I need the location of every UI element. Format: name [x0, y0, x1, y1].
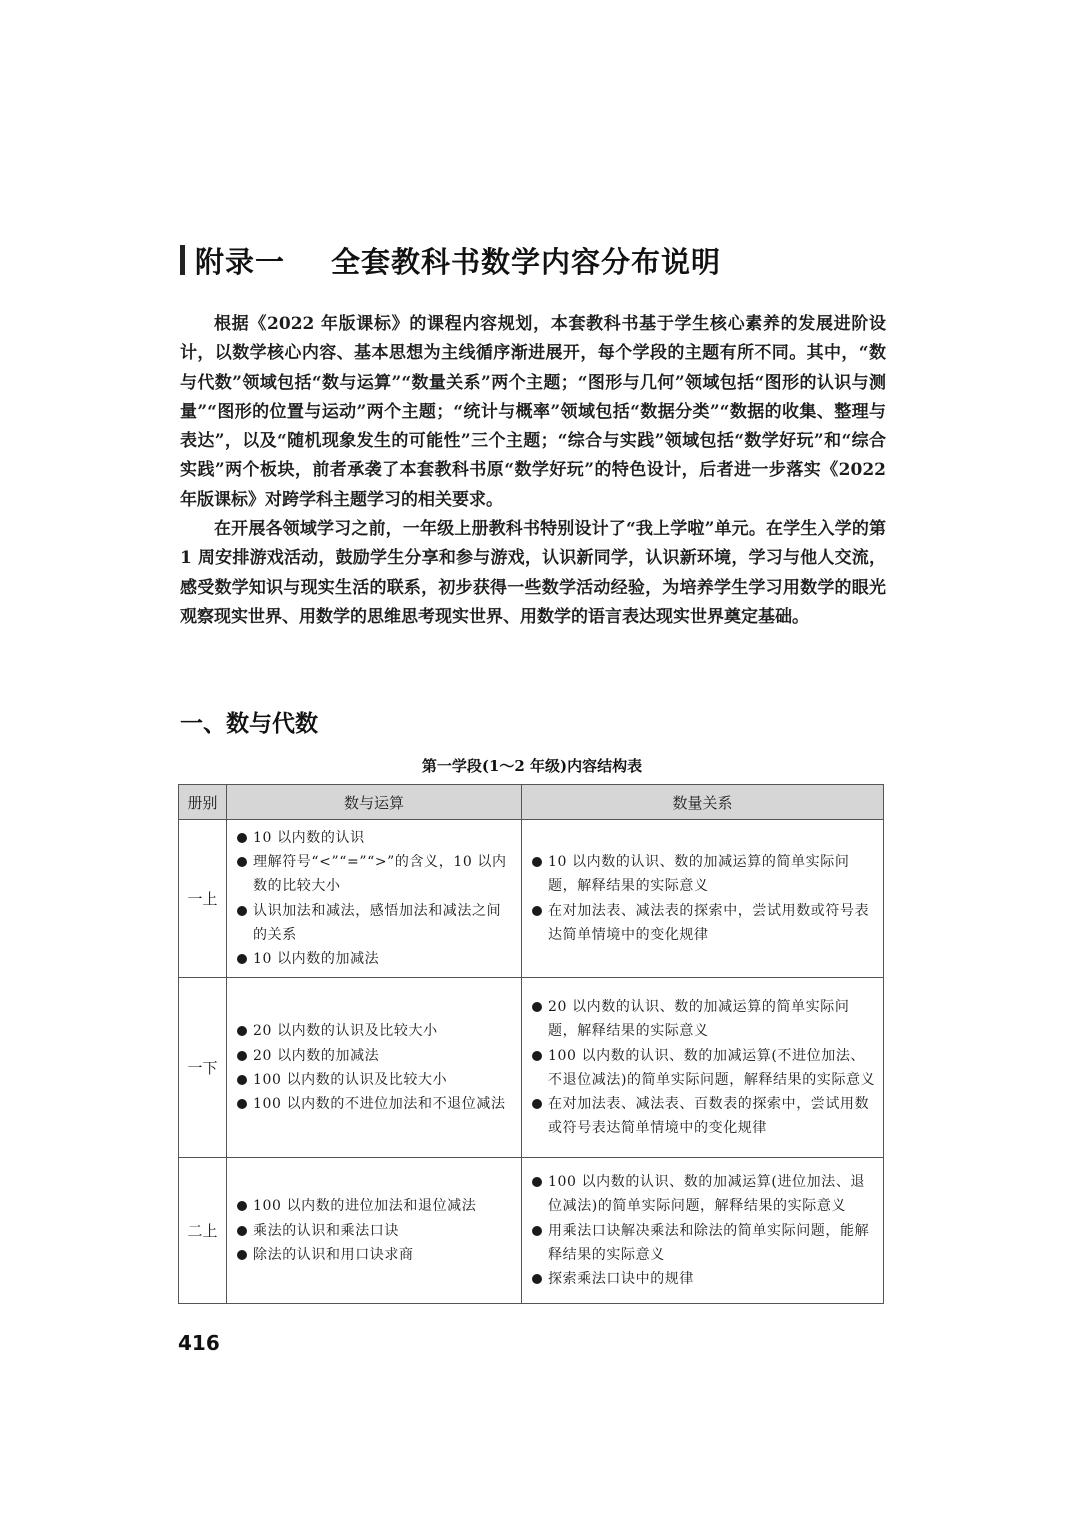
list-item: 在对加法表、减法表、百数表的探索中，尝试用数或符号表达简单情境中的变化规律: [530, 1092, 877, 1140]
header-relations: 数量关系: [522, 785, 884, 820]
list-item: 用乘法口诀解决乘法和除法的简单实际问题，能解释结果的实际意义: [530, 1219, 877, 1267]
title-accent-bar: [180, 245, 185, 275]
list-item: 20 以内数的认识、数的加减运算的简单实际问题，解释结果的实际意义: [530, 995, 877, 1043]
grade-cell: 一下: [179, 978, 227, 1158]
list-item: 100 以内数的认识、数的加减运算(不进位加法、不退位减法)的简单实际问题，解释结果的实际意义: [530, 1044, 877, 1092]
intro-paragraph-1: 根据《2022 年版课标》的课程内容规划，本套教科书基于学生核心素养的发展进阶设计，以数学核心内容、基本思想为主线循序渐进展开，每个学段的主题有所不同。其中，“数与代数”领域包括“数与运算”“数量关系”两个主题；“图形与几何”领域包括“图形的认识与测量”“图形的位置与运动”两个主题；“统计与概率”领域包括“数据分类”“数据的收集、整理与表达”，以及“随机现象发生的可能性”三个主题；“综合与实践”领域包括“数学好玩”和“综合实践”两个板块，前者承袭了本套教科书原“数学好玩”的特色设计，后者进一步落实《2022 年版课标》对跨学科主题学习的相关要求。: [180, 314, 886, 510]
list-item: 认识加法和减法，感悟加法和减法之间的关系: [235, 899, 515, 947]
intro-text: [180, 310, 886, 632]
grade-cell: 一上: [179, 820, 227, 978]
table-row: [179, 820, 884, 978]
list-item: 10 以内数的加减法: [235, 947, 515, 971]
appendix-title: 全套教科书数学内容分布说明: [331, 244, 722, 279]
appendix-label: 附录一: [195, 244, 286, 279]
table-header-row: [179, 785, 884, 820]
table-caption: 第一学段(1～2 年级)内容结构表: [421, 757, 643, 775]
operations-cell: [227, 978, 522, 1158]
list-item: 理解符号“<”“=”“>”的含义，10 以内数的比较大小: [235, 850, 515, 898]
intro-paragraph-2: 在开展各领域学习之前，一年级上册教科书特别设计了“我上学啦”单元。在学生入学的第 1 周安排游戏活动，鼓励学生分享和参与游戏，认识新同学，认识新环境，学习与他人交流，感受数学知识与现实生活的联系，初步获得一些数学活动经验，为培养学生学习用数学的眼光观察现实世界、用数学的思维思考现实世界、用数学的语言表达现实世界奠定基础。: [180, 519, 886, 627]
list-item: 100 以内数的认识、数的加减运算(进位加法、退位减法)的简单实际问题，解释结果的实际意义: [530, 1170, 877, 1218]
list-item: 探索乘法口诀中的规律: [530, 1267, 877, 1291]
list-item: 乘法的认识和乘法口诀: [235, 1219, 515, 1243]
list-item: 20 以内数的认识及比较大小: [235, 1019, 515, 1043]
list-item: 10 以内数的认识: [235, 826, 515, 850]
list-item: 100 以内数的不进位加法和不退位减法: [235, 1092, 515, 1116]
page-title: [180, 238, 721, 282]
list-item: 除法的认识和用口诀求商: [235, 1243, 515, 1267]
relations-cell: [522, 1158, 884, 1304]
relations-cell: [522, 820, 884, 978]
list-item: 10 以内数的认识、数的加减运算的简单实际问题，解释结果的实际意义: [530, 850, 877, 898]
operations-cell: [227, 820, 522, 978]
list-item: 100 以内数的进位加法和退位减法: [235, 1194, 515, 1218]
relations-cell: [522, 978, 884, 1158]
list-item: 100 以内数的认识及比较大小: [235, 1068, 515, 1092]
section-heading: 一、数与代数: [180, 711, 318, 737]
header-operations: 数与运算: [227, 785, 522, 820]
header-grade: 册别: [179, 785, 227, 820]
list-item: 在对加法表、减法表的探索中，尝试用数或符号表达简单情境中的变化规律: [530, 899, 877, 947]
table-row: [179, 978, 884, 1158]
list-item: 20 以内数的加减法: [235, 1044, 515, 1068]
page-number: 416: [178, 1331, 220, 1355]
grade-cell: 二上: [179, 1158, 227, 1304]
content-structure-table: [178, 784, 884, 1304]
operations-cell: [227, 1158, 522, 1304]
table-row: [179, 1158, 884, 1304]
